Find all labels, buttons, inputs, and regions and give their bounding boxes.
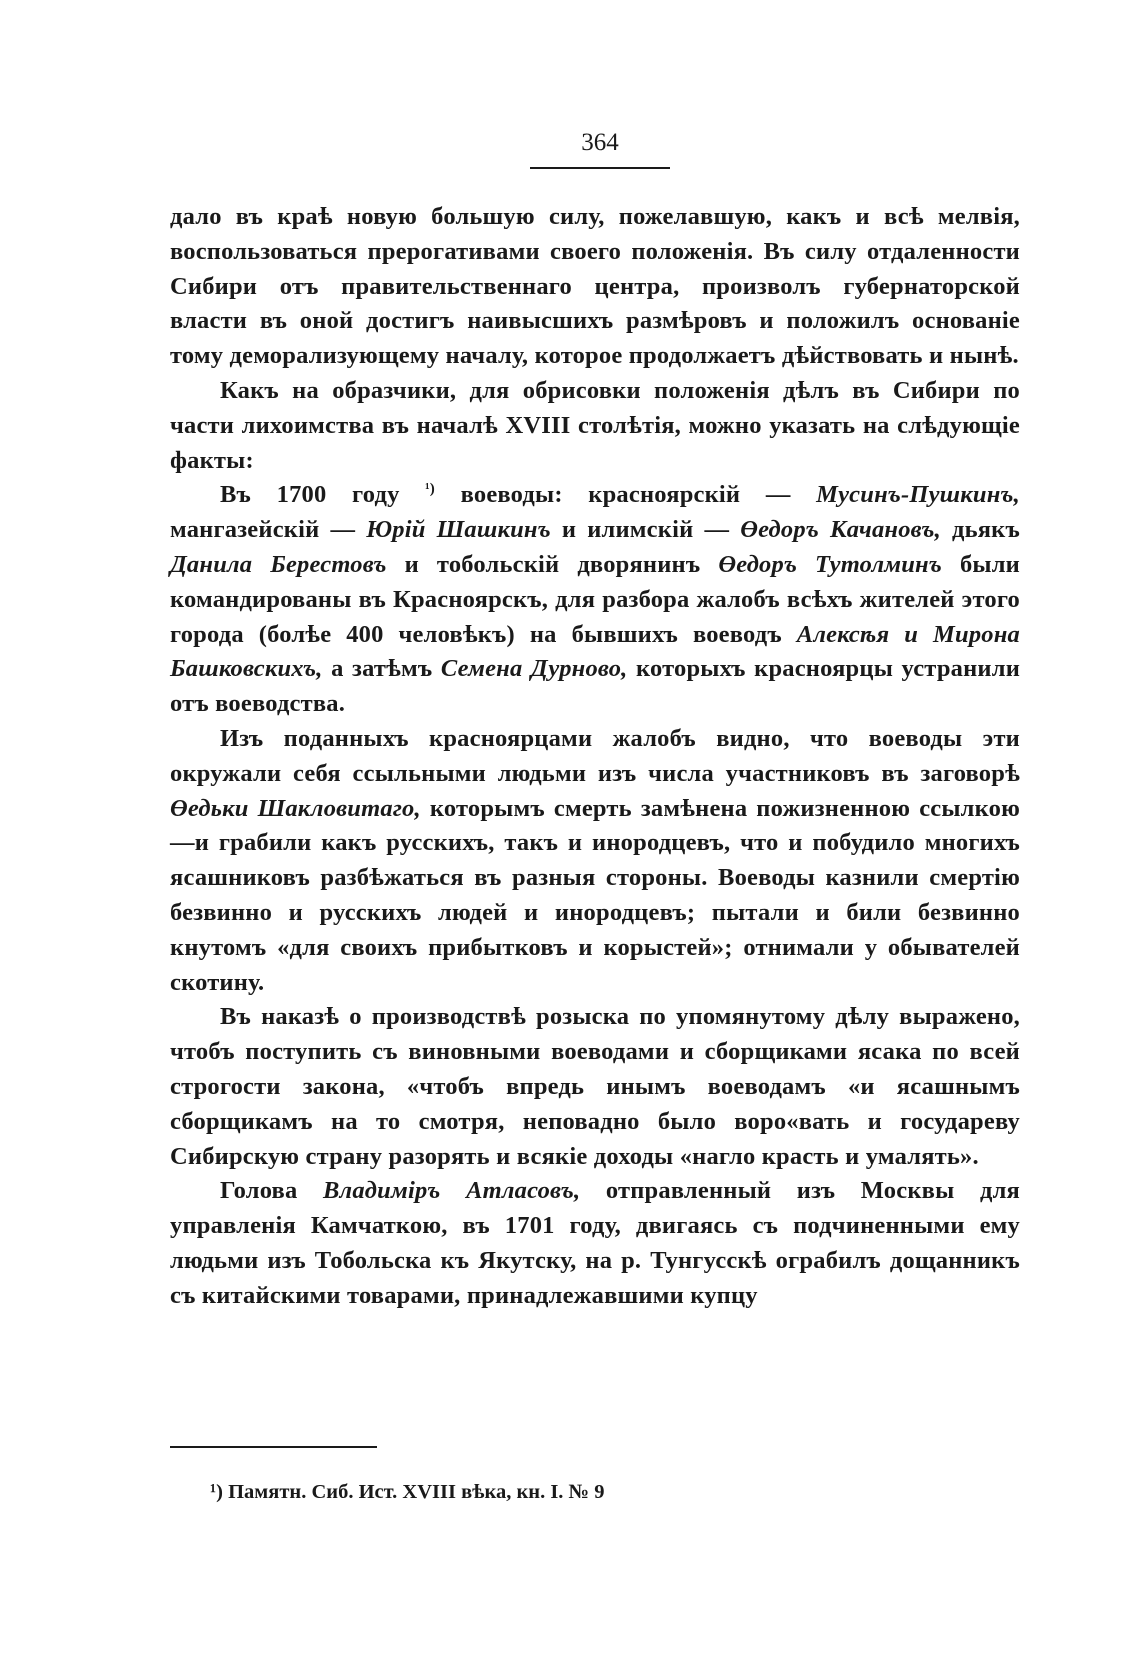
footnote: ¹) Памятн. Сиб. Ист. XVIII вѣка, кн. I. № 9 (210, 1481, 605, 1503)
text-run: отправленный изъ Москвы для управленія Камчаткою, въ 1701 году, двигаясь съ подчиненными ему людьми изъ Тобольска къ Якутску, на р. Тунгусскѣ ограбилъ дощанникъ съ китайскими товарами, принадлежавшими купцу (170, 1177, 1020, 1309)
italic-name: Данила Берестовъ (170, 550, 387, 578)
text-run: дьякъ (940, 516, 1020, 544)
paragraph (170, 200, 1020, 374)
italic-name: Юрій Шашкинъ (366, 516, 551, 544)
footnote-separator (170, 1446, 377, 1448)
text-run: Какъ на образчики, для обрисовки положенія дѣлъ въ Сибири по части лихоимства въ началѣ XVIII столѣтія, можно указать на слѣдующіе факты: (170, 376, 1020, 474)
body-text (170, 200, 1020, 1314)
italic-name: Өедьки Шакловитаго, (170, 794, 421, 822)
italic-name: Алексѣя и Мирона Башковскихъ, (170, 620, 1020, 683)
italic-name: Семена Дурново, (440, 655, 628, 683)
page-number-rule (530, 167, 670, 169)
text-run: мангазейскій — (170, 516, 367, 544)
italic-name: Мусинъ-Пушкинъ, (816, 481, 1020, 509)
paragraph (170, 1000, 1020, 1174)
italic-name: Владиміръ Атласовъ, (323, 1177, 581, 1205)
text-run: и илимскій — (550, 516, 741, 544)
text-run: Въ наказѣ о производствѣ розыска по упомянутому дѣлу выражено, чтобъ поступить съ виновными воеводами и сборщиками ясака по всей строгости закона, «чтобъ впредь инымъ воеводамъ «и ясашнымъ сборщикамъ на то смотря, неповадно было воро«вать и государеву Сибирскую страну разорять и всякіе доходы «нагло красть и умалять». (170, 1003, 1020, 1170)
text-run: которыхъ красноярцы устранили отъ воеводства. (170, 655, 1021, 718)
paragraph (170, 1174, 1020, 1313)
footnote-marker: ¹) (425, 481, 436, 498)
paragraph (170, 478, 1020, 722)
text-run: и тобольскій дворянинъ (386, 550, 719, 578)
text-run: были командированы въ Красноярскъ, для разбора жалобъ всѣхъ жителей этого города (болѣе 400 человѣкъ) на бывшихъ воеводъ (170, 550, 1020, 648)
text-run: а затѣмъ (322, 655, 441, 683)
paragraph (170, 374, 1020, 478)
italic-name: Өедоръ Тутолминъ (718, 550, 942, 578)
text-run: Изъ поданныхъ красноярцами жалобъ видно, что воеводы эти окружали себя ссыльными людьми изъ числа участниковъ въ заговорѣ (170, 724, 1020, 787)
text-run: дало въ краѣ новую большую силу, пожелавшую, какъ и всѣ мелвія, воспользоваться прерогативами своего положенія. Въ силу отдаленности Сибири отъ правительственнаго центра, произволъ губернаторской власти въ оной достигъ наивысшихъ размѣровъ и положилъ основаніе тому деморализующему началу, которое продолжаетъ дѣйствовать и нынѣ. (170, 203, 1020, 370)
text-run: Въ 1700 году (220, 481, 426, 509)
italic-name: Өедоръ Качановъ, (740, 516, 941, 544)
paragraph (170, 722, 1020, 1000)
text-run: Голова (220, 1177, 324, 1205)
page-number: 364 (581, 129, 619, 156)
text-run: которымъ смерть замѣнена пожизненною ссылкою—и грабили какъ русскихъ, такъ и инородцевъ, что и побудило многихъ ясашниковъ разбѣжаться въ разныя стороны. Воеводы казнили смертію безвинно и русскихъ людей и инородцевъ; пытали и били безвинно кнутомъ «для своихъ прибытковъ и корыстей»; отнимали у обывателей скотину. (170, 794, 1020, 996)
text-run: воеводы: красноярскій — (435, 481, 817, 509)
